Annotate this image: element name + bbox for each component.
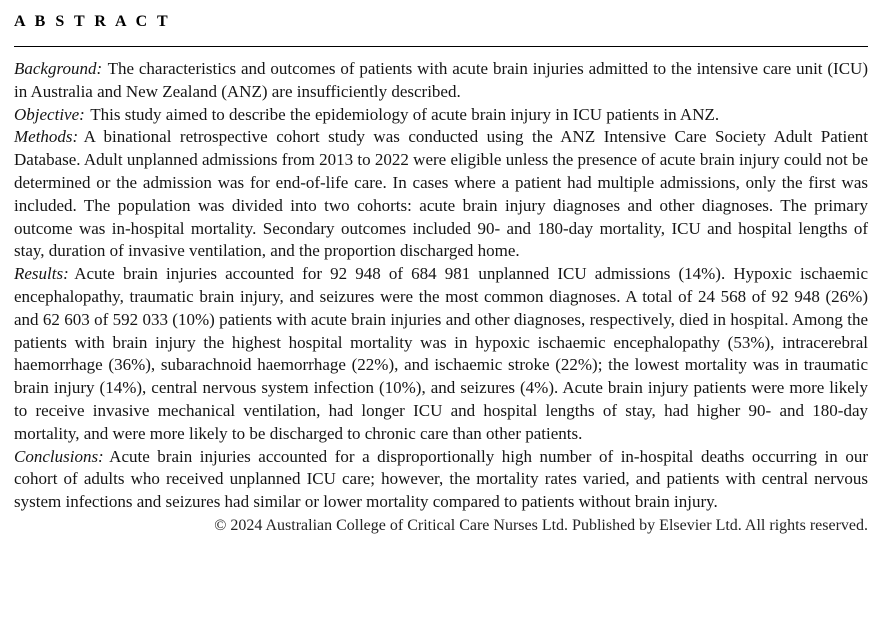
section-objective — [14, 104, 868, 127]
section-results-text: Acute brain injuries accounted for 92 948 of 684 981 unplanned ICU admissions (14%). Hypoxic ischaemic encephalopathy, traumatic brain injury, and seizures were the most common diagnoses. A total of 24 568 of 92 948 (26%) and 62 603 of 592 033 (10%) patients with acute brain injuries and other diagnoses, respectively, died in hospital. Among the patients with brain injury the highest hospital mortality was in hypoxic ischaemic encephalopathy (53%), intracerebral haemorrhage (36%), subarachnoid haemorrhage (22%), and ischaemic stroke (22%); the lowest mortality was in traumatic brain injury (14%), central nervous system infection (10%), and seizures (4%). Acute brain injury patients were more likely to receive invasive mechanical ventilation, had longer ICU and hospital lengths of stay, had higher 90- and 180-day mortality, and were more likely to be discharged to chronic care than other patients. — [14, 264, 868, 443]
section-conclusions-label: Conclusions: — [14, 446, 104, 466]
abstract-body — [14, 58, 868, 537]
section-background — [14, 58, 868, 104]
copyright-line: © 2024 Australian College of Critical Care Nurses Ltd. Published by Elsevier Ltd. All rights reserved. — [214, 516, 868, 534]
abstract-heading: A B S T R A C T — [14, 13, 171, 30]
section-methods — [14, 126, 868, 263]
section-objective-text: This study aimed to describe the epidemiology of acute brain injury in ICU patients in ANZ. — [90, 104, 720, 124]
section-results-label: Results: — [14, 264, 69, 284]
section-conclusions-text: Acute brain injuries accounted for a disproportionally high number of in-hospital deaths occurring in our cohort of adults who received unplanned ICU care; however, the mortality rates varied, and patients with central nervous system infections and seizures had similar or lower mortality compared to patients without brain injury. — [14, 446, 868, 512]
section-objective-label: Objective: — [14, 104, 85, 124]
section-background-text: The characteristics and outcomes of patients with acute brain injuries admitted to the intensive care unit (ICU) in Australia and New Zealand (ANZ) are insufficiently described. — [14, 59, 868, 101]
abstract-page — [0, 13, 882, 537]
section-results — [14, 263, 868, 445]
section-background-label: Background: — [14, 59, 103, 78]
heading-divider — [14, 46, 868, 47]
section-methods-text: A binational retrospective cohort study was conducted using the ANZ Intensive Care Society Adult Patient Database. Adult unplanned admissions from 2013 to 2022 were eligible unless the presence of acute brain injury could not be determined or the admission was for end-of-life care. In cases where a patient had multiple admissions, only the first was included. The population was divided into two cohorts: acute brain injury diagnoses and other diagnoses. The primary outcome was in-hospital mortality. Secondary outcomes included 90- and 180-day mortality, ICU and hospital lengths of stay, duration of invasive ventilation, and the proportion discharged home. — [14, 127, 868, 261]
section-methods-label: Methods: — [14, 127, 79, 147]
section-conclusions — [14, 446, 868, 514]
